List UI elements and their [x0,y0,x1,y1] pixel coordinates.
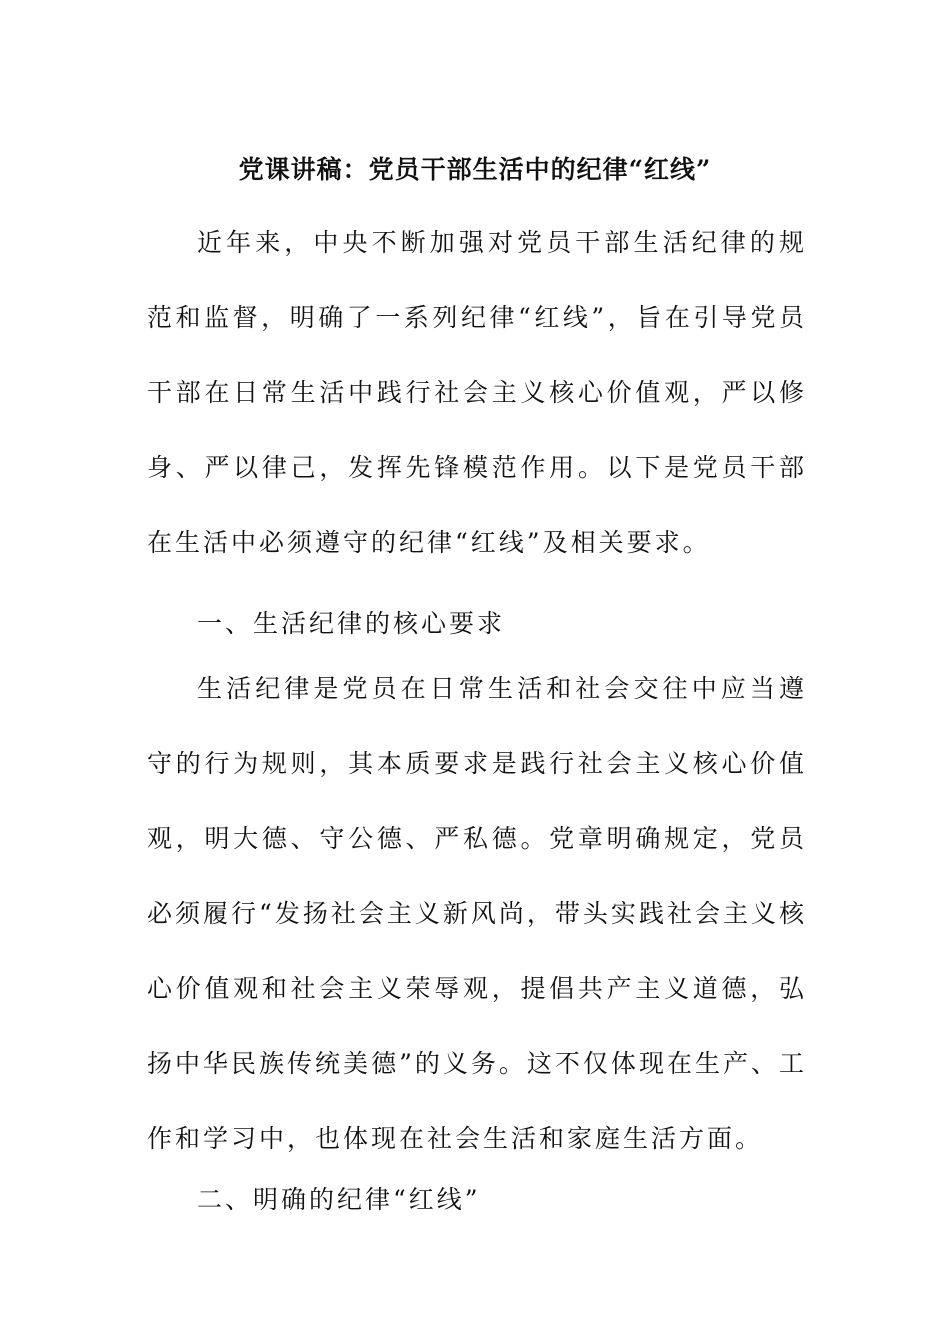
section-heading-1: 一、生活纪律的核心要求 [197,609,506,638]
section-1-paragraph: 生活纪律是党员在日常生活和社会交往中应当遵守的行为规则，其本质要求是践行社会主义核心价值观，明大德、守公德、严私德。党章明确规定，党员必须履行“发扬社会主义新风尚，带头实践社会主义核心价值观和社会主义荣辱观，提倡共产主义道德，弘扬中华民族传统美德”的义务。这不仅体现在生产、工作和学习中，也体现在社会生活和家庭生活方面。 [147,674,807,1153]
document-title: 党课讲稿：党员干部生活中的纪律“红线” [238,155,712,184]
section-heading-2: 二、明确的纪律“红线” [197,1185,481,1214]
intro-paragraph: 近年来，中央不断加强对党员干部生活纪律的规范和监督，明确了一系列纪律“红线”，旨在引导党员干部在日常生活中践行社会主义核心价值观，严以修身、严以律己，发挥先锋模范作用。以下是党员干部在生活中必须遵守的纪律“红线”及相关要求。 [147,228,807,557]
